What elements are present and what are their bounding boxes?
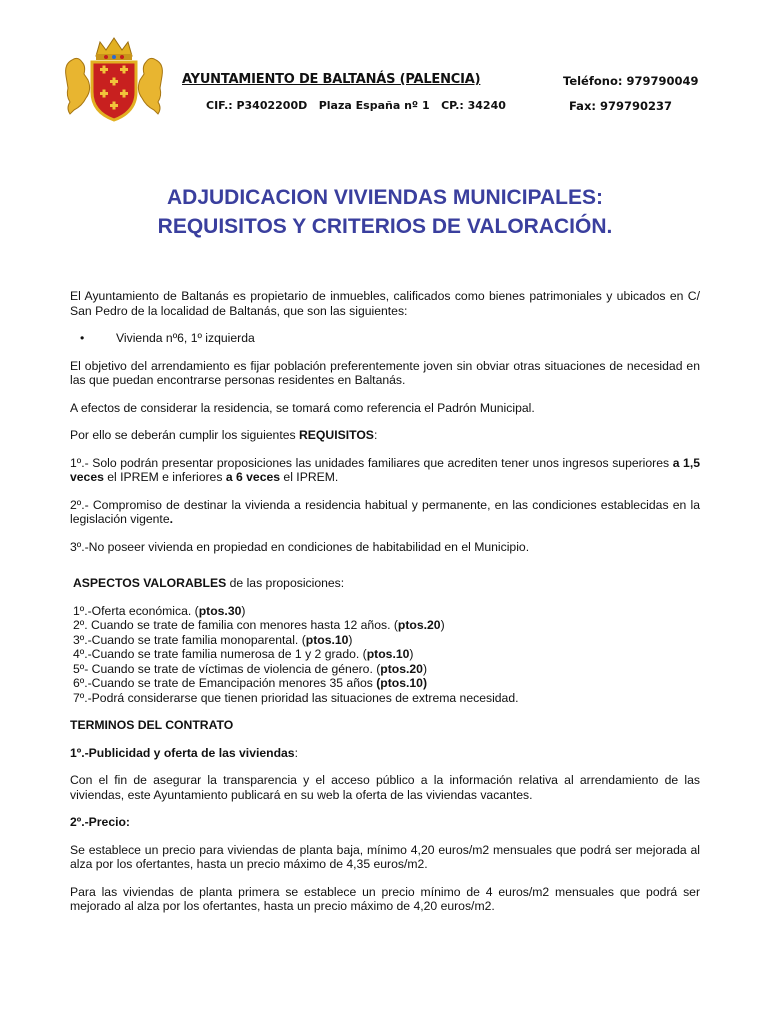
req1-mid: el IPREM e inferiores — [103, 470, 226, 484]
aspect-item: 5º- Cuando se trate de víctimas de violencia de género. (ptos.20) — [73, 661, 428, 676]
req1-text: 1º.- Solo podrán presentar proposiciones las unidades familiares que acrediten tener unos ingresos superiores — [70, 455, 673, 470]
organization-address: CIF.: P3402200D Plaza España nº 1 CP.: 34240 — [206, 99, 506, 112]
aspect-item: 3º.-Cuando se trate familia monoparental. (ptos.10) — [73, 632, 353, 647]
requirements-intro — [70, 428, 700, 443]
aspects-heading — [70, 576, 700, 591]
req2-text: 2º.- Compromiso de destinar la vivienda a residencia habitual y permanente, en las condiciones establecidas en la legislación vigente — [70, 497, 700, 526]
req1-end: el IPREM. — [280, 470, 339, 484]
title-line-2: REQUISITOS Y CRITERIOS DE VALORACIÓN. — [157, 215, 613, 238]
requirements-colon: : — [373, 428, 378, 442]
coat-of-arms-icon — [62, 36, 166, 122]
property-label: Vivienda nº6, 1º izquierda — [116, 331, 255, 345]
aspect-item: 6º.-Cuando se trate de Emancipación menores 35 años (ptos.10) — [73, 676, 428, 690]
document-title — [0, 183, 770, 241]
aspect-item: 7º.-Podrá considerarse que tienen prioridad las situaciones de extrema necesidad. — [73, 690, 519, 705]
title-line-1: ADJUDICACION VIVIENDAS MUNICIPALES: — [167, 186, 603, 209]
document-body — [70, 289, 700, 914]
aspects-rest: de las proposiciones: — [226, 576, 345, 590]
terms-heading: TERMINOS DEL CONTRATO — [70, 718, 234, 732]
aspect-item: 1º.-Oferta económica. (ptos.30) — [73, 603, 246, 618]
req1-max: a 6 veces — [225, 470, 281, 484]
aspects-list — [70, 604, 700, 706]
intro-paragraph: El Ayuntamiento de Baltanás es propietario de inmuebles, calificados como bienes patrimoniales y ubicados en C/ San Pedro de la localidad de Baltanás, que son las siguientes: — [70, 289, 700, 318]
requirement-1 — [70, 456, 700, 485]
price-heading: 2º.-Precio: — [70, 815, 130, 829]
property-list-item — [70, 331, 700, 346]
aspect-item: 2º. Cuando se trate de familia con menores hasta 12 años. (ptos.20) — [73, 618, 445, 632]
price-paragraph-1: Se establece un precio para viviendas de planta baja, mínimo 4,20 euros/m2 mensuales que podrá ser mejorada al alza por los ofertantes, hasta un precio máximo de 4,35 euros/m2. — [70, 842, 700, 871]
residence-paragraph: A efectos de considerar la residencia, se tomará como referencia el Padrón Municipal. — [70, 400, 535, 415]
bullet-icon: • — [80, 331, 85, 345]
req2-period: . — [169, 512, 173, 526]
publicity-paragraph: Con el fin de asegurar la transparencia y el acceso público a la información relativa al arrendamiento de las viviendas, este Ayuntamiento publicará en su web la oferta de las viviendas vacantes. — [70, 773, 700, 802]
price-paragraph-2: Para las viviendas de planta primera se establece un precio mínimo de 4 euros/m2 mensuales que podrá ser mejorado al alza por los ofertantes, hasta un precio máximo de 4,20 euros/m2. — [70, 884, 700, 913]
publicity-heading: 1º.-Publicidad y oferta de las viviendas: — [70, 745, 298, 760]
organization-fax: Fax: 979790237 — [569, 99, 672, 113]
aspects-keyword: ASPECTOS VALORABLES — [73, 576, 227, 590]
requirement-3: 3º.-No poseer vivienda en propiedad en condiciones de habitabilidad en el Municipio. — [70, 539, 530, 554]
requirements-keyword: REQUISITOS — [298, 428, 374, 442]
organization-phone: Teléfono: 979790049 — [563, 74, 699, 88]
letterhead — [0, 0, 770, 130]
requirement-2 — [70, 498, 700, 527]
requirements-intro-text: Por ello se deberán cumplir los siguientes — [70, 428, 299, 442]
objective-paragraph: El objetivo del arrendamiento es fijar población preferentemente joven sin obviar otras situaciones de necesidad en las que puedan encontrarse personas residentes en Baltanás. — [70, 358, 700, 387]
req1-min: a 1,5 veces — [70, 455, 700, 484]
aspect-item: 4º.-Cuando se trate familia numerosa de 1 y 2 grado. (ptos.10) — [73, 647, 414, 661]
organization-name: AYUNTAMIENTO DE BALTANÁS (PALENCIA) — [182, 72, 481, 87]
